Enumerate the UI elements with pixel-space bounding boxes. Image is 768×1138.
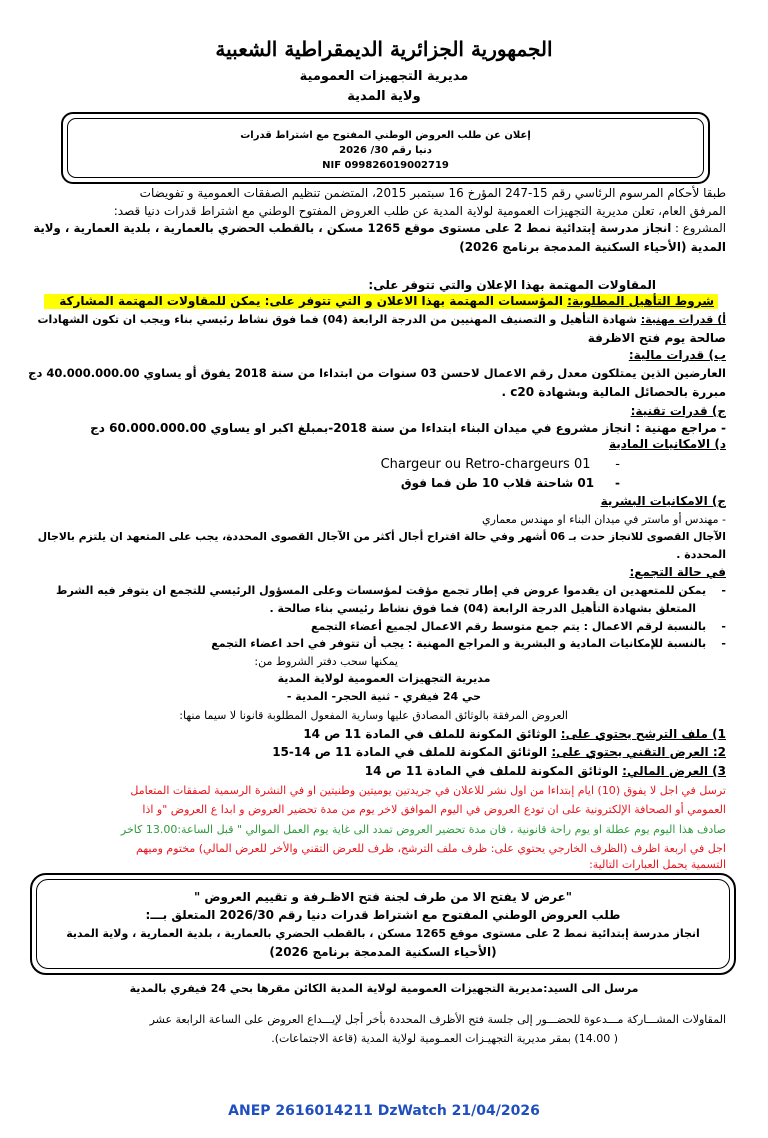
group-bullet-1: - يمكن للمتعهدين ان يقدموا عروض في إطار تجمع مؤقت لمؤسسات وعلى المسؤول الرئيسي للتجمع ان يتوفر فيه الشرط	[56, 584, 726, 597]
anep-reference: ANEP 2616014211 DzWatch 21/04/2026	[228, 1103, 540, 1119]
submission-red-5: التسمية يحمل العبارات التالية:	[589, 858, 726, 871]
tech-label: ج) قدرات تقنية:	[630, 404, 726, 418]
mat-item-1: - Chargeur ou Retro-chargeurs 01	[380, 457, 620, 472]
group-b1-line-2: المتعلق بشهادة التأهيل الدرجة الرابعة (04) فما فوق نشاط رئيسي بناء صالحة .	[269, 602, 696, 615]
invite-line-2: ( 14.00) بمقر مديرية التجهيـزات العمـومية لولاية المدية (قاعة الاجتماعات).	[271, 1032, 618, 1045]
file-1-text: الوثائق المكونة للملف في المادة 11 ص 14	[303, 727, 561, 741]
mat-item-1-text: Chargeur ou Retro-chargeurs 01	[380, 457, 591, 472]
prof-line-2: صالحة يوم فتح الاظرفة	[587, 331, 726, 345]
specs-address-2: حي 24 فيفري - ثنية الحجر- المدية -	[286, 690, 482, 703]
submission-red-1: ترسل في اجل لا يفوق (10) ايام إبتداءا من اول نشر للاعلان في جريدتين يوميتين وطنيتين او في النشرة الرسمية لصفقات المتعامل	[130, 784, 726, 797]
prof-label: أ) قدرات مهنية:	[640, 313, 726, 326]
project-line-1	[33, 221, 726, 236]
mat-item-2-text: 01 شاحنة قلاب 10 طن فما فوق	[400, 476, 595, 490]
human-line: - مهندس أو ماستر في ميدان البناء او مهندس معماري	[482, 513, 726, 526]
wilaya-title: ولاية المدية	[347, 89, 421, 104]
envelope-line-1: "عرض لا يفتح الا من طرف لجنة فتح الاظـرفة و تقييم العروض "	[193, 890, 573, 904]
group-label: في حالة التجمع:	[629, 565, 726, 579]
file-2	[272, 745, 726, 760]
file-2-text: الوثائق المكونة للملف في المادة 11 ص 14-15	[272, 745, 552, 759]
specs-address-1: مديرية التجهيزات العمومية لولاية المدية	[277, 672, 491, 685]
file-1	[303, 727, 726, 742]
invite-line-1: المقاولات المشـــاركة مـــدعوة للحضـــور إلى جلسة فتح الأظرف المحددة بأخر أجل لإيـــداع العروض على الساعة الرابعة عشر	[149, 1013, 726, 1026]
intro-line-1: طبقا لأحكام المرسوم الرئاسي رقم 15-247 المؤرخ 16 سبتمبر 2015، المتضمن تنظيم الصفقات العمومية و تفويضات	[139, 186, 726, 200]
highlight-qualification	[44, 294, 718, 309]
envelope-line-2: طلب العروض الوطني المفتوح مع اشتراط قدرات دنيا رقم 2026/30 المتعلق بـــ:	[145, 908, 621, 922]
group-bullet-2: - بالنسبة لرقم الاعمال : يتم جمع متوسط رقم الاعمال لجميع أعضاء التجمع	[310, 620, 726, 633]
file-1-label: 1) ملف الترشح يحتوي على:	[560, 727, 726, 741]
directorate-title: مديرية التجهيزات العمومية	[299, 69, 469, 84]
specs-withdraw: يمكنها سحب دفتر الشروط من:	[254, 655, 398, 668]
project-line-2: المدية (الأحياء السكنية المدمجة برنامج 2026)	[459, 240, 726, 254]
human-label: ج) الامكانيات البشرية	[600, 494, 726, 508]
file-3-label: 3) العرض المالي:	[622, 764, 726, 778]
qualification-label: شروط التأهيل المطلوبة:	[567, 294, 714, 308]
specs-docs: العروض المرفقة بالوثائق المصادق عليها وسارية المفعول المطلوبة قانونا لا سيما منها:	[179, 709, 568, 722]
tech-line: - مراجع مهنية : انجاز مشروع في ميدان البناء ابتداءا من سنة 2018-بمبلغ اكبر او يساوي 60.000.000.00 دج	[90, 421, 726, 435]
notice-title: إعلان عن طلب العروض الوطني المفتوح مع اشتراط قدرات	[240, 130, 531, 141]
mat-item-2: - 01 شاحنة قلاب 10 طن فما فوق	[400, 476, 620, 490]
envelope-box	[30, 873, 736, 975]
envelope-line-3: انجاز مدرسة إبتدائية نمط 2 على مستوى موقع 1265 مسكن ، بالقطب الحضري بالعمارية ، بلدية العمارية ، ولاية المدية	[66, 927, 700, 940]
notice-nif: NIF 099826019002719	[322, 160, 449, 171]
file-2-label: 2: العرض التقني يحتوي على:	[551, 745, 726, 759]
qualification-text: المؤسسات المهتمة بهذا الاعلان و التي تتوفر على: يمكن للمقاولات المهتمة المشاركة	[59, 294, 563, 308]
notice-number: دنيا رقم 30/ 2026	[339, 145, 432, 156]
delay-line-1: الآجال القصوى للانجاز حدت بـ 06 أشهر وفي حالة اقتراح أجال أكثر من الآجال القصوى المحددة، يجب على المتعهد ان يلتزم بالاجال	[37, 530, 726, 543]
republic-title: الجمهورية الجزائرية الديمقراطية الشعبية	[215, 37, 553, 61]
mat-label: د) الامكانيات المادية	[608, 437, 726, 451]
group-b3-text: بالنسبة للإمكانيات المادية و البشرية و المراجع المهنية : يجب أن تتوفر في احد اعضاء التجمع	[211, 637, 707, 650]
submission-red-4: اجل في اربعة اظرف (الظرف الخارجي يحتوي على: ظرف ملف الترشح، ظرف للعرض التقني والأخر للعرض المالي) مختوم وميهم	[136, 842, 726, 855]
prof-line-1	[37, 312, 726, 327]
submission-green-3: صادف هذا اليوم يوم عطلة او يوم راحة قانونية ، فان مدة تحضير العروض تمدد الى غاية يوم العمل الموالي " قبل الساعة:13.00 كاخر	[120, 823, 726, 836]
notice-box	[61, 112, 710, 184]
prof-text-1: شهادة التأهيل و التصنيف المهنيين من الدرجة الرابعة (04) فما فوق نشاط رئيسي بناء ويجب ان تكون الشهادات	[37, 313, 637, 326]
delay-line-2: المحددة .	[676, 548, 726, 561]
file-3	[365, 764, 726, 779]
submission-red-2: العمومي أو الصحافة الإلكترونية على ان تودع العروض في اليوم الموافق لاخر يوم من مدة تحضير العروض و ابدا ع العروض "و اذا	[142, 803, 726, 816]
group-b1-text: يمكن للمتعهدين ان يقدموا عروض في إطار تجمع مؤقت لمؤسسات وعلى المسؤول الرئيسي للتجمع ان يتوفر فيه الشرط	[56, 584, 707, 597]
project-text-1: انجاز مدرسة إبتدائية نمط 2 على مستوى موقع 1265 مسكن ، بالقطب الحضري بالعمارية ، بلدية العمارية ، ولاية	[33, 221, 672, 235]
sent-to: مرسل الى السيد:مديرية التجهيزات العمومية لولاية المدية الكائن مقرها بحي 24 فيفري بالمدية	[129, 982, 639, 995]
group-bullet-3: - بالنسبة للإمكانيات المادية و البشرية و المراجع المهنية : يجب أن تتوفر في احد اعضاء التجمع	[211, 637, 726, 650]
fin-label: ب) قدرات مالية:	[628, 348, 726, 362]
fin-line-1: العارضين الذين يمتلكون معدل رقم الاعمال لاحسن 03 سنوات من ابتداءا من سنة 2018 يفوق أو يساوي 40.000.000.00 دج	[28, 366, 726, 380]
eligibility-intro: المقاولات المهتمة بهذا الإعلان والتي تتوفر على:	[368, 278, 656, 292]
group-b2-text: بالنسبة لرقم الاعمال : يتم جمع متوسط رقم الاعمال لجميع أعضاء التجمع	[310, 620, 707, 633]
project-label: المشروع :	[675, 221, 726, 235]
fin-line-2: مبررة بالحصائل المالية وبشهادة c20 .	[501, 385, 726, 399]
file-3-text: الوثائق المكونة للملف في المادة 11 ص 14	[364, 764, 623, 778]
intro-line-2: المرفق العام، تعلن مديرية التجهيزات العمومية لولاية المدية عن طلب العروض المفتوح الوطني مع اشتراط قدرات دنيا قصد:	[113, 204, 726, 218]
envelope-line-4: (الأحياء السكنية المدمجة برنامج 2026)	[269, 945, 497, 959]
